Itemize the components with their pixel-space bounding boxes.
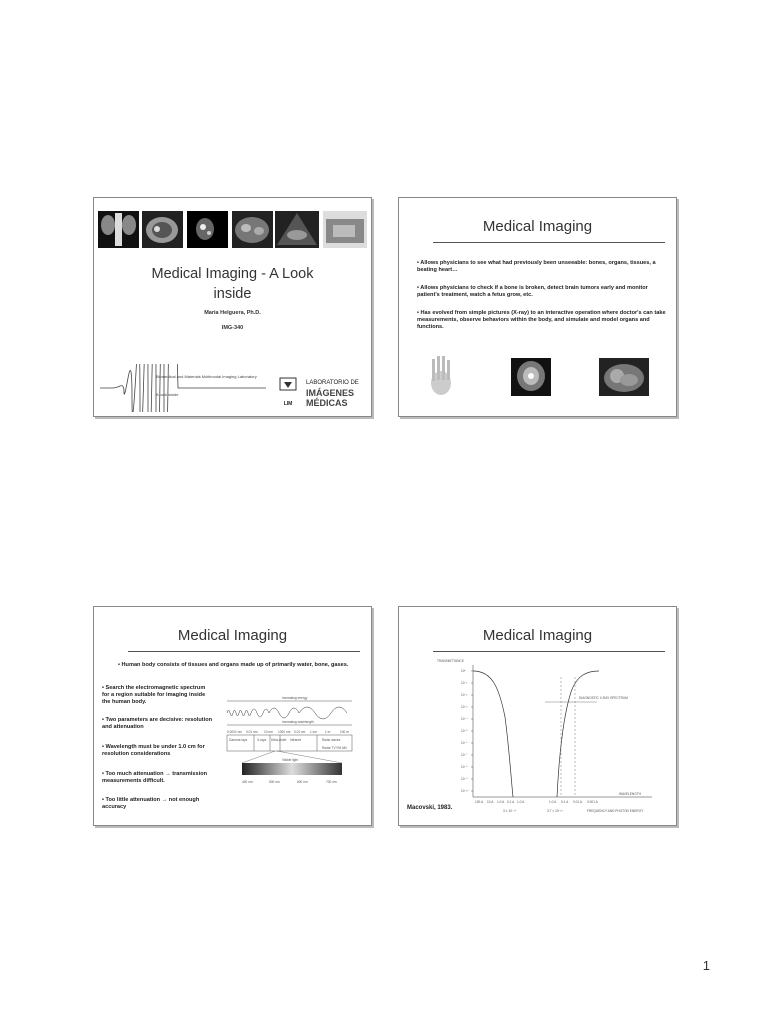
xray-spectrum-annotation: DIAGNOSTIC X-RAY SPECTRUM <box>579 696 628 700</box>
y-tick-label: 10⁻¹⁰ <box>461 789 469 793</box>
em-spectrum-diagram <box>222 695 362 813</box>
doppler-thumbnail <box>323 211 367 248</box>
x-label-0: 100 A <box>475 800 484 804</box>
xray-hand-image <box>424 353 459 398</box>
y-tick-label: 10⁻⁸ <box>461 765 468 769</box>
y-tick-label: 10⁻³ <box>461 705 468 709</box>
x-label-2: 1.0 A <box>497 800 505 804</box>
ultrasound-thumbnail <box>275 211 319 248</box>
bullet-3: • Wavelength must be under 1.0 cm for resolution considerations <box>102 744 205 757</box>
transmittance-chart <box>437 657 662 821</box>
y-tick-label: 10⁻⁹ <box>461 777 468 781</box>
wl-tick-2: 10 nm <box>264 730 273 734</box>
pet-scan-thumbnail <box>187 211 228 248</box>
x-label-4: 1.0 A <box>517 800 525 804</box>
y-axis-title: TRANSMITTANCE <box>437 659 464 663</box>
band-uv: Ultra-violet <box>271 738 287 742</box>
lab-logo-line1: LABORATORIO DE <box>306 380 359 386</box>
band-ir: Infrared <box>290 738 301 742</box>
y-tick-label: 10⁻⁵ <box>461 729 468 733</box>
fetal-ultrasound-image <box>599 358 649 396</box>
bullet-2: • Two parameters are decisive: resolution and attenuation <box>102 717 213 730</box>
wl-tick-3: 1000 nm <box>278 730 291 734</box>
title-underline <box>433 242 665 243</box>
wl-tick-1: 0.01 nm <box>246 730 258 734</box>
ct-scan-thumbnail <box>142 211 183 248</box>
brain-mri-image <box>511 358 551 396</box>
x-label-right-1: 0.1 A <box>561 800 569 804</box>
bullet-4: • Too much attenuation → transmission measurements difficult. <box>102 771 208 784</box>
slide1-title: Medical Imaging - A Look inside <box>151 266 314 302</box>
lim-logo <box>278 376 298 406</box>
slide2-title: Medical Imaging <box>482 218 593 235</box>
bullet-1: • Allows physicians to see what had previously been unseeable: bones, organs, tissues, a beating heart… <box>417 260 656 273</box>
y-tick-label: 10⁻² <box>461 693 468 697</box>
wl-tick-6: 1 m <box>325 730 331 734</box>
y-tick-label: 10⁰ <box>461 669 466 673</box>
vis-tick-0: 400 nm <box>242 780 253 784</box>
slide-title-page <box>93 197 372 417</box>
x-label-right-0: 1.0 A <box>549 800 557 804</box>
y-tick-label: 10⁻⁷ <box>461 753 468 757</box>
wl-tick-4: 0.01 cm <box>294 730 306 734</box>
bottom-label-1: 3.7 × 10⁻¹⁸ <box>547 809 563 813</box>
x-label-3: 0.1 A <box>507 800 515 804</box>
mri-abdomen-thumbnail <box>232 211 273 248</box>
intro-bullet: • Human body consists of tissues and organs made up of primarily water, bone, gases. <box>118 662 349 668</box>
slide-medical-imaging-overview <box>398 197 677 417</box>
band-gamma: Gamma rays <box>229 738 248 742</box>
citation: Macovski, 1983. <box>407 805 453 811</box>
wavelength-label: Increasing wavelength <box>282 720 314 724</box>
lab-logo-line2: IMÁGENES <box>306 388 355 398</box>
bullet-1: • Search the electromagnetic spectrum for a region suitable for imaging inside the human body. <box>102 685 206 705</box>
curve-low-energy <box>473 671 513 797</box>
xray-spine-thumbnail <box>98 211 139 248</box>
band-radio: Radio waves <box>322 738 341 742</box>
slide3-title: Medical Imaging <box>177 627 288 644</box>
bullet-2: • Allows physicians to check if a bone is broken, detect brain tumors early and monitor patient's treatment, watch a fetus grow, etc. <box>417 285 648 298</box>
slide4-title: Medical Imaging <box>482 627 593 644</box>
slide-transmittance-chart <box>398 606 677 826</box>
slide-em-spectrum <box>93 606 372 826</box>
lab-logo-text <box>306 378 359 408</box>
x-axis-subtitle: FREQUENCY AND PHOTON ENERGY <box>587 809 644 813</box>
visible-spectrum-bar <box>242 763 342 775</box>
bottom-label-0: 3 × 10⁻¹⁸ <box>503 809 517 813</box>
radio-sub-label: Radar TV FM AM <box>322 746 347 750</box>
y-tick-label: 10⁻¹ <box>461 681 468 685</box>
vis-tick-3: 700 nm <box>326 780 337 784</box>
x-label-right-2: 0.01 A <box>573 800 583 804</box>
wave-graphic <box>227 707 347 719</box>
lab-name: Biomedical and Materials Multimodal Imaging Laboratory <box>156 374 257 379</box>
bullet-5: • Too little attenuation → not enough accuracy <box>102 797 200 810</box>
vis-tick-1: 500 nm <box>269 780 280 784</box>
title-underline <box>128 651 360 652</box>
lim-logo-text: LIM <box>283 401 293 407</box>
title-underline <box>433 651 665 652</box>
y-tick-group <box>461 669 473 793</box>
y-tick-label: 10⁻⁴ <box>461 717 468 721</box>
band-xray: X-rays <box>257 738 267 742</box>
course-code: IMG-340 <box>221 325 244 331</box>
curve-high-energy <box>557 671 599 797</box>
visible-light-label: Visible light <box>282 758 299 762</box>
x-label-right-3: 0.001 A <box>587 800 598 804</box>
tagline: A look inside <box>156 392 179 397</box>
bullet-3: • Has evolved from simple pictures (X-ray) to an interactive operation where doctor's can take measurements, observe behaviors within the body, and simulate and model organs and functions. <box>417 310 666 330</box>
author-name: Maria Helguera, Ph.D. <box>204 310 261 316</box>
x-label-1: 10 A <box>487 800 494 804</box>
wave-logo <box>98 364 268 412</box>
lab-logo-line3: MÉDICAS <box>306 398 348 408</box>
vis-tick-2: 600 nm <box>297 780 308 784</box>
wl-tick-5: 1 cm <box>310 730 317 734</box>
wl-tick-0: 0.0001 nm <box>227 730 243 734</box>
y-tick-label: 10⁻⁶ <box>461 741 468 745</box>
page-number: 1 <box>702 958 710 973</box>
wl-tick-7: 100 m <box>340 730 349 734</box>
energy-label: Increasing energy <box>282 696 308 700</box>
x-axis-title: WAVELENGTH <box>619 792 641 796</box>
